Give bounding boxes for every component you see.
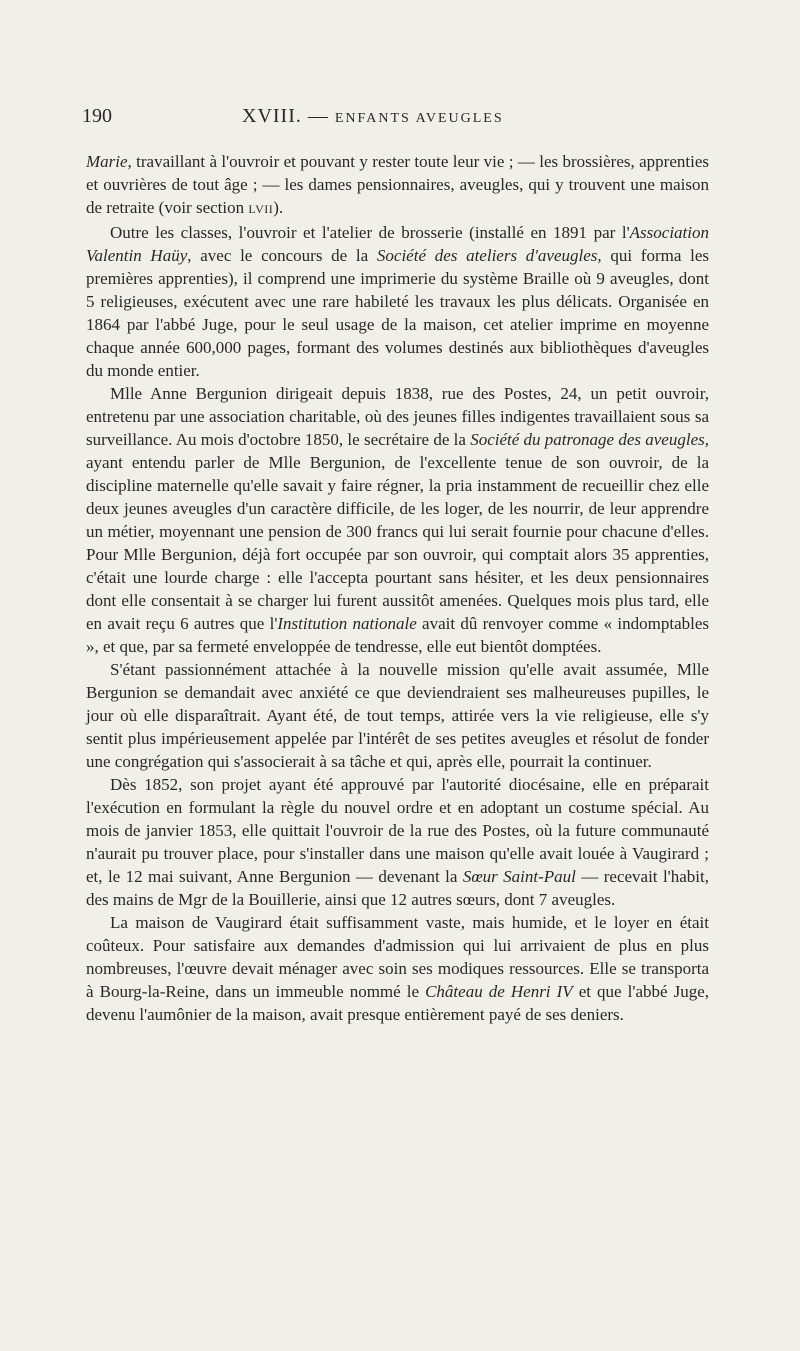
- paragraph-3: Mlle Anne Bergunion dirigeait depuis 1838, rue des Postes, 24, un petit ouvroir, entretenu par une association charitable, où des jeunes filles indigentes travaillaient sous sa surveillance. Au mois d'octobre 1850, le secrétaire de la Société du patronage des aveugles, ayant entendu parler de Mlle Bergunion, de l'excellente tenue de son ouvroir, de la discipline maternelle qu'elle savait y faire régner, la pria instamment de recueillir chez elle deux jeunes aveugles d'un caractère difficile, de les loger, de les nourrir, de leur apprendre un métier, moyennant une pension de 300 francs qui lui serait fournie pour chacune d'elles. Pour Mlle Bergunion, déjà fort occupée par son ouvroir, qui comptait alors 35 apprenties, c'était une lourde charge : elle l'accepta pourtant sans hésiter, et les deux pensionnaires dont elle consentait à se charger lui furent aussitôt amenées. Quelques mois plus tard, elle en avait reçu 6 autres que l'Institution nationale avait dû renvoyer comme « indomptables », et que, par sa fermeté enveloppée de tendresse, elle eut bientôt domptées.: [86, 384, 709, 656]
- chapter-title: ENFANTS AVEUGLES: [334, 111, 504, 126]
- running-header: [82, 105, 722, 135]
- paragraph-1: Marie, travaillant à l'ouvroir et pouvant y rester toute leur vie ; — les brossières, apprenties et ouvrières de tout âge ; — les dames pensionnaires, aveugles, qui y trouvent une maison de retraite (voir section LVII).: [86, 152, 709, 217]
- header-dash: —: [307, 105, 329, 127]
- paragraph-5: Dès 1852, son projet ayant été approuvé par l'autorité diocésaine, elle en préparait l'exécution en formulant la règle du nouvel ordre et en adoptant un costume spécial. Au mois de janvier 1853, elle quittait l'ouvroir de la rue des Postes, où la future communauté n'aurait pu trouver place, pour s'installer dans une maison qu'elle avait louée à Vaugirard ; et, le 12 mai suivant, Anne Bergunion — devenant la Sœur Saint-Paul — recevait l'habit, des mains de Mgr de la Bouillerie, ainsi que 12 autres sœurs, dont 7 aveugles.: [86, 775, 709, 909]
- italic-span: Association Valentin Haüy: [86, 223, 709, 265]
- running-title: [242, 105, 504, 128]
- chapter-number: XVIII.: [242, 105, 302, 127]
- italic-span: Société du patronage des aveugles: [470, 430, 705, 449]
- paragraph-2: Outre les classes, l'ouvroir et l'atelier de brosserie (installé en 1891 par l'Association Valentin Haüy, avec le concours de la Société des ateliers d'aveugles, qui forma les premières apprenties), il comprend une imprimerie du système Braille où 9 aveugles, dont 5 religieuses, exécutent avec une rare habileté les travaux les plus délicats. Organisée en 1864 par l'abbé Juge, pour le seul usage de la maison, cet atelier imprime en moyenne chaque année 600,000 pages, formant des volumes destinés aux bibliothèques d'aveugles du monde entier.: [86, 223, 710, 380]
- italic-span: Château de Henri IV: [425, 982, 573, 1001]
- paragraph-6: La maison de Vaugirard était suffisamment vaste, mais humide, et le loyer en était coûteux. Pour satisfaire aux demandes d'admission qui lui arrivaient de plus en plus nombreuses, l'œuvre devait ménager avec soin ses modiques ressources. Elle se transporta à Bourg-la-Reine, dans un immeuble nommé le Château de Henri IV et que l'abbé Juge, devenu l'aumônier de la maison, avait presque entièrement payé de ses deniers.: [86, 913, 710, 1024]
- page-number: 190: [82, 105, 112, 127]
- italic-span: Société des ateliers d'aveugles: [376, 246, 598, 265]
- small-caps-span: LVII: [248, 202, 274, 216]
- italic-span: Institution nationale: [277, 614, 417, 633]
- paragraph-4: S'étant passionnément attachée à la nouvelle mission qu'elle avait assumée, Mlle Bergunion se demandait avec anxiété ce que deviendraient ses malheureuses pupilles, le jour où elle disparaîtrait. Ayant été, de tout temps, attirée vers la vie religieuse, elle s'y sentit plus impérieusement appelée par l'intérêt de ses petites aveugles et résolut de fonder une congrégation qui s'associerait à sa tâche et qui, après elle, pourrait la continuer.: [86, 660, 709, 771]
- body-text: [86, 150, 709, 1026]
- italic-span: Marie: [86, 152, 128, 171]
- italic-span: Sœur Saint-Paul: [462, 867, 576, 886]
